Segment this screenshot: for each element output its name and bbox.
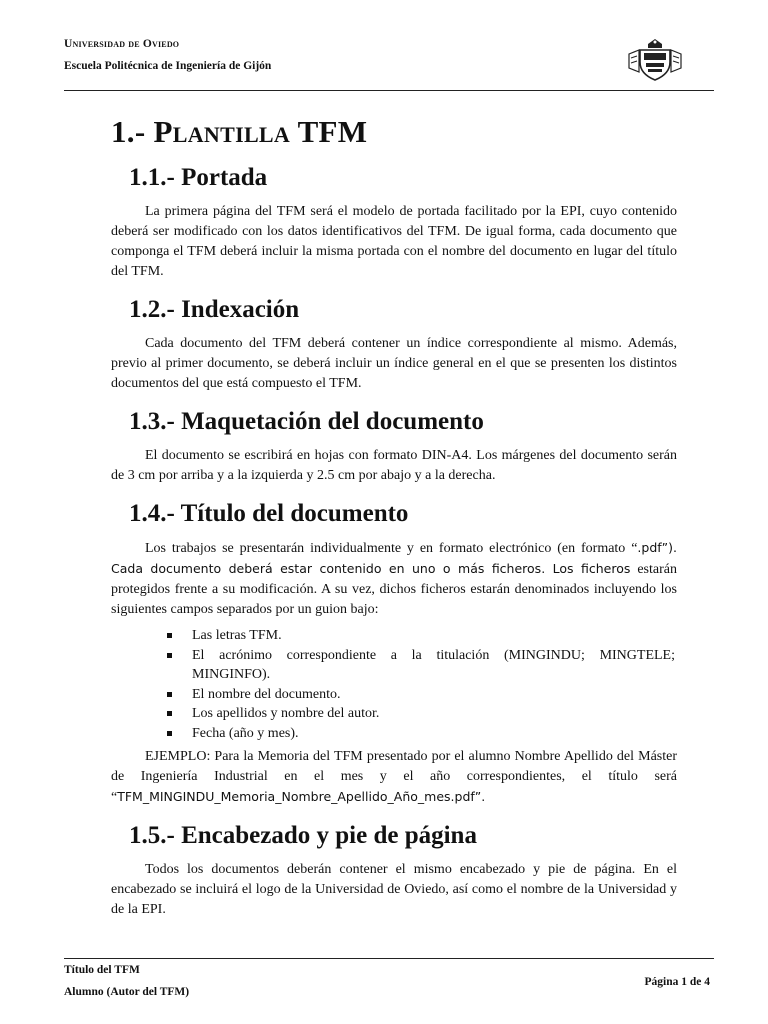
footer-title: Título del TFM	[64, 964, 140, 976]
section-heading-indexacion: 1.2.- Indexación	[129, 296, 300, 323]
example-filename: TFM_MINGINDU_Memoria_Nombre_Apellido_Año_mes.pdf”.	[117, 789, 486, 804]
footer-author: Alumno (Autor del TFM)	[64, 986, 190, 998]
list-item-text: El nombre del documento.	[192, 686, 341, 702]
list-item-text: Las letras TFM.	[192, 628, 282, 643]
section-heading-titulo: 1.4.- Título del documento	[129, 500, 409, 527]
list-item	[111, 724, 677, 744]
list-item-text: El acrónimo correspondiente a la titulación (MINGINDU; MINGTELE; MINGINFO).	[192, 647, 675, 682]
header-university: Universidad de Oviedo	[64, 38, 180, 50]
list-item	[111, 646, 677, 685]
list-item-text: Fecha (año y mes).	[192, 725, 299, 741]
bullet-icon	[167, 731, 172, 736]
document-body	[111, 108, 677, 920]
titulo-text-c: estarán protegidos frente a su modificación. A su vez, dichos ficheros estarán denominados incluyendo los siguientes campos separados por un guion bajo:	[111, 562, 677, 617]
example-text: EJEMPLO: Para la Memoria del TFM presentado por el alumno Nombre Apellido del Máster de Ingeniería Industrial en el mes y el año correspondientes, el título será “	[111, 749, 677, 805]
header-divider	[64, 90, 714, 91]
section-heading-maquetacion: 1.3.- Maquetación del documento	[129, 408, 484, 435]
section-heading-portada: 1.1.- Portada	[129, 164, 268, 191]
bullet-icon	[167, 711, 172, 716]
titulo-text-b: .pdf”). Cada documento deberá estar contenido en uno o más ficheros. Los ficheros	[111, 540, 677, 576]
footer-divider	[64, 958, 714, 959]
bullet-icon	[167, 653, 172, 658]
chapter-number: 1.-	[111, 114, 154, 149]
section-body-indexacion: Cada documento del TFM deberá contener un índice correspondiente al mismo. Además, previo al primer documento, se deberá incluir un índice general en el que se presenten los distintos documentos del que está compuesto el TFM.	[111, 336, 677, 391]
list-item-text: Los apellidos y nombre del autor.	[192, 706, 380, 721]
list-item	[111, 685, 677, 705]
section-body-encabezado: Todos los documentos deberán contener el mismo encabezado y pie de página. En el encabezado se incluirá el logo de la Universidad de Oviedo, así como el nombre de la Universidad y de la EPI.	[111, 862, 677, 917]
bullet-icon	[167, 633, 172, 638]
section-body-portada: La primera página del TFM será el modelo de portada facilitado por la EPI, cuyo contenido deberá ser modificado con los datos identificativos del TFM. De igual forma, cada documento que componga el TFM deberá incluir la misma portada con el nombre del documento en lugar del título del TFM.	[111, 204, 677, 279]
filename-fields-list	[111, 626, 677, 743]
chapter-title	[111, 114, 677, 150]
list-item	[111, 704, 677, 724]
university-crest-icon	[626, 38, 684, 82]
list-item	[111, 626, 677, 646]
footer-page-number: Página 1 de 4	[644, 976, 710, 988]
section-body-titulo	[111, 538, 677, 620]
example-paragraph	[111, 747, 677, 808]
bullet-icon	[167, 692, 172, 697]
section-heading-encabezado: 1.5.- Encabezado y pie de página	[129, 822, 477, 849]
chapter-title-text: Plantilla TFM	[153, 114, 368, 149]
titulo-text-a: Los trabajos se presentarán individualmente y en formato electrónico (en formato “	[145, 541, 638, 556]
page-header	[64, 38, 714, 90]
section-body-maquetacion: El documento se escribirá en hojas con formato DIN-A4. Los márgenes del documento serán de 3 cm por arriba y a la izquierda y 2.5 cm por abajo y a la derecha.	[111, 448, 677, 483]
header-school: Escuela Politécnica de Ingeniería de Gijón	[64, 60, 272, 72]
